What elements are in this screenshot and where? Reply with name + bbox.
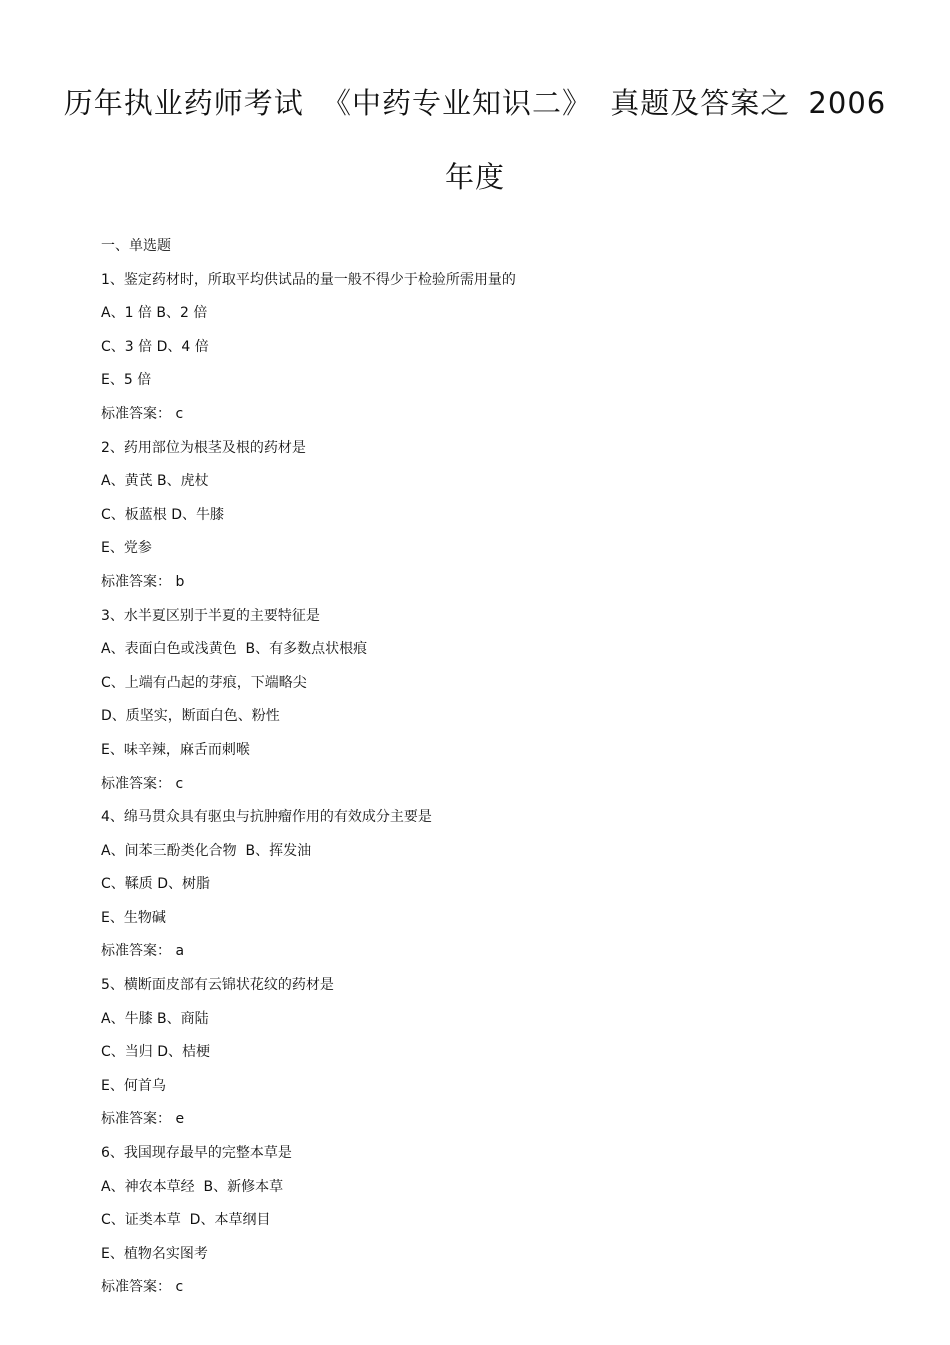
question-stem: 1、鉴定药材时，所取平均供试品的量一般不得少于检验所需用量的 — [101, 271, 516, 288]
section-heading: 一、单选题 — [101, 238, 171, 254]
option-line: A、1 倍 B、2 倍 — [101, 305, 208, 322]
option-line: E、生物碱 — [101, 909, 166, 926]
answer-line: 标准答案： b — [101, 573, 185, 590]
question-6 — [101, 1139, 901, 1307]
answer-line: 标准答案： e — [101, 1111, 185, 1128]
option-line: C、证类本草 D、本草纲目 — [101, 1212, 271, 1229]
option-line: E、何首乌 — [101, 1077, 166, 1094]
question-5 — [101, 971, 901, 1139]
option-line: A、牛膝 B、商陆 — [101, 1010, 209, 1027]
answer-line: 标准答案： c — [101, 775, 184, 792]
option-line: D、质坚实，断面白色、粉性 — [101, 708, 280, 725]
question-3 — [101, 602, 901, 804]
question-stem: 2、药用部位为根茎及根的药材是 — [101, 439, 306, 456]
option-line: C、鞣质 D、树脂 — [101, 876, 211, 893]
option-line: A、间苯三酚类化合物 B、挥发油 — [101, 842, 312, 859]
option-line: A、神农本草经 B、新修本草 — [101, 1178, 284, 1195]
option-line: A、表面白色或浅黄色 B、有多数点状根痕 — [101, 641, 368, 658]
option-line: C、上端有凸起的芽痕，下端略尖 — [101, 674, 307, 691]
option-line: E、党参 — [101, 540, 152, 557]
document-body — [101, 232, 901, 1307]
option-line: C、3 倍 D、4 倍 — [101, 338, 209, 355]
document-title: 历年执业药师考试 《中药专业知识二》 真题及答案之 2006 年度 — [63, 86, 887, 194]
answer-line: 标准答案： c — [101, 405, 184, 422]
option-line: C、当归 D、桔梗 — [101, 1044, 211, 1061]
option-line: C、板蓝根 D、牛膝 — [101, 506, 225, 523]
question-4 — [101, 803, 901, 971]
question-stem: 3、水半夏区别于半夏的主要特征是 — [101, 607, 320, 624]
question-2 — [101, 434, 901, 602]
question-1 — [101, 266, 901, 434]
option-line: E、5 倍 — [101, 372, 152, 389]
question-stem: 5、横断面皮部有云锦状花纹的药材是 — [101, 977, 334, 994]
option-line: A、黄芪 B、虎杖 — [101, 473, 209, 490]
question-stem: 6、我国现存最早的完整本草是 — [101, 1145, 292, 1162]
option-line: E、植物名实图考 — [101, 1245, 208, 1262]
answer-line: 标准答案： c — [101, 1279, 184, 1296]
question-stem: 4、绵马贯众具有驱虫与抗肿瘤作用的有效成分主要是 — [101, 809, 432, 826]
option-line: E、味辛辣，麻舌而刺喉 — [101, 741, 250, 758]
answer-line: 标准答案： a — [101, 943, 185, 960]
